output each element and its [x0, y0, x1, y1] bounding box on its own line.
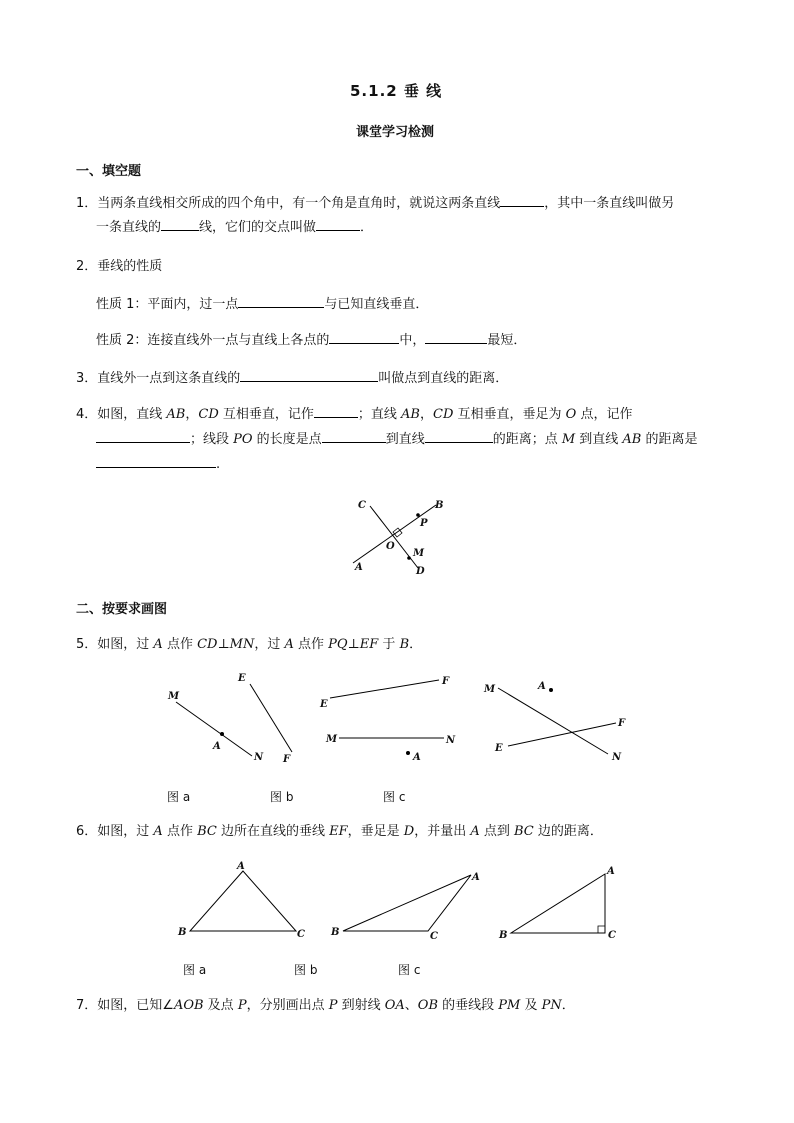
label-o: O	[386, 541, 395, 552]
q4-text-f: 互相垂直，垂足为	[453, 407, 566, 422]
point-a	[220, 732, 224, 736]
triangle-abc	[190, 871, 296, 931]
line-ef	[250, 684, 292, 752]
label-d: D	[416, 566, 425, 577]
label-m: M	[413, 548, 425, 559]
q7-text-a: 如图，已知∠	[97, 998, 174, 1013]
q1-text-1: 当两条直线相交所成的四个角中，有一个角是直角时，就说这两条直线	[97, 196, 501, 211]
label-e: E	[238, 673, 246, 684]
q7-p-2: P	[328, 998, 338, 1013]
triangle-abc	[511, 874, 605, 933]
q7-ob: OB	[417, 998, 438, 1013]
point-m	[407, 556, 411, 560]
label-a: A	[213, 741, 221, 752]
q2-prop2-text-2: 中，	[399, 333, 426, 348]
q5-b: B	[399, 637, 410, 652]
q4-po: PO	[233, 432, 253, 447]
q1-text-5: ．	[360, 220, 374, 235]
line-mn	[498, 688, 608, 754]
label-m: M	[168, 691, 180, 702]
q7-aob: AOB	[173, 998, 204, 1013]
q4-text-e: ，	[420, 407, 434, 422]
q7-text-g: 及	[520, 998, 542, 1013]
line-cd	[370, 506, 418, 568]
q6-caption-c: 图 c	[398, 963, 421, 977]
q7-text-f: 的垂线段	[438, 998, 499, 1013]
q6-caption-a: 图 a	[183, 963, 207, 977]
q7-oa: OA	[384, 998, 405, 1013]
q3-number: 3．	[76, 371, 98, 386]
q5-caption-a: 图 a	[167, 790, 191, 804]
question-4-line-1	[76, 405, 632, 424]
question-2-property-1	[96, 295, 428, 314]
q6-ef: EF	[329, 824, 348, 839]
q5-text-c: ，过	[254, 637, 285, 652]
label-b: B	[331, 927, 340, 938]
q1-blank-2[interactable]	[161, 218, 199, 231]
q4-text-k: 的距离；点	[492, 432, 562, 447]
q4-text-l: 到直线	[575, 432, 623, 447]
point-a	[549, 688, 553, 692]
q4-text-i: 的长度是点	[252, 432, 322, 447]
label-b: B	[178, 927, 187, 938]
label-a: A	[413, 752, 421, 763]
q2-blank-1[interactable]	[238, 295, 324, 308]
q7-pn: PN	[541, 998, 562, 1013]
q3-text-2: 叫做点到直线的距离．	[378, 371, 509, 386]
q5-figure-c	[478, 668, 638, 768]
q1-blank-1[interactable]	[500, 194, 544, 207]
q6-a-2: A	[470, 824, 480, 839]
q7-pm: PM	[498, 998, 521, 1013]
q2-blank-3[interactable]	[425, 331, 487, 344]
q5-caption-c: 图 c	[383, 790, 406, 804]
q3-blank-1[interactable]	[240, 369, 378, 382]
section-fill-blank: 一、填空题	[76, 164, 142, 179]
label-c: C	[297, 929, 305, 940]
q2-prop2-text-1: 性质 2：连接直线外一点与直线上各点的	[96, 333, 330, 348]
q6-d: D	[403, 824, 415, 839]
question-1-line-1	[76, 194, 674, 213]
q5-a-1: A	[153, 637, 163, 652]
q4-ab-1: AB	[166, 407, 186, 422]
q5-text-a: 如图，过	[97, 637, 154, 652]
question-3	[76, 369, 508, 388]
q7-text-e: 、	[404, 998, 418, 1013]
right-angle-mark	[598, 926, 605, 933]
question-2-property-2	[96, 331, 526, 350]
q6-bc-2: BC	[513, 824, 534, 839]
line-ef	[330, 680, 439, 698]
q6-text-c: 边所在直线的垂线	[216, 824, 330, 839]
q4-text-h: ；线段	[190, 432, 234, 447]
question-4-line-2	[96, 430, 698, 449]
question-2-title	[76, 258, 162, 276]
label-f: F	[618, 718, 626, 729]
label-e: E	[495, 743, 503, 754]
q6-text-g: 边的距离．	[533, 824, 603, 839]
label-c: C	[430, 931, 438, 942]
label-a: A	[607, 866, 615, 877]
q2-number: 2．	[76, 259, 98, 274]
label-n: N	[446, 735, 456, 746]
label-m: M	[326, 734, 338, 745]
q4-text-n: 的距离是	[641, 432, 698, 447]
q4-blank-4[interactable]	[425, 430, 493, 443]
q1-text-4: 线，它们的交点叫做	[199, 220, 317, 235]
q6-figure-b	[325, 858, 490, 948]
point-p	[416, 513, 420, 517]
label-m: M	[484, 684, 496, 695]
q3-text-1: 直线外一点到这条直线的	[97, 371, 241, 386]
label-a: A	[355, 562, 363, 573]
triangle-abc	[343, 875, 471, 931]
q1-text-3: 一条直线的	[96, 220, 162, 235]
q4-ab-3: AB	[622, 432, 642, 447]
q6-text-e: ，并量出	[414, 824, 471, 839]
q4-blank-3[interactable]	[322, 430, 386, 443]
label-a: A	[538, 681, 546, 692]
label-n: N	[254, 752, 264, 763]
q6-text-b: 点作	[162, 824, 198, 839]
q5-a-2: A	[284, 637, 294, 652]
q2-heading: 垂线的性质	[97, 259, 163, 274]
q6-figure-c	[495, 858, 635, 948]
q6-text-a: 如图，过	[97, 824, 154, 839]
q6-bc-1: BC	[197, 824, 217, 839]
q4-text-d: ；直线	[357, 407, 402, 422]
q5-text-f: ．	[409, 637, 423, 652]
q4-number: 4．	[76, 407, 98, 422]
q4-text-end: .	[216, 457, 221, 472]
q5-number: 5．	[76, 637, 98, 652]
q2-prop1-text-2: 与已知直线垂直．	[324, 297, 429, 312]
q7-text-b: 及点	[203, 998, 238, 1013]
label-p: P	[420, 518, 428, 529]
label-f: F	[283, 754, 291, 765]
q2-prop1-text-1: 性质 1：平面内，过一点	[96, 297, 239, 312]
q4-m: M	[561, 432, 576, 447]
q7-text-d: 到射线	[337, 998, 385, 1013]
q4-blank-2[interactable]	[96, 430, 190, 443]
q4-text-c: 互相垂直，记作	[218, 407, 314, 422]
question-6	[76, 823, 603, 841]
q6-caption-b: 图 b	[294, 963, 318, 977]
point-a	[406, 751, 410, 755]
q4-text-b: ，	[185, 407, 199, 422]
q6-figure-a	[170, 858, 320, 948]
q7-text-h: ．	[561, 998, 575, 1013]
q6-text-d: ，垂足是	[347, 824, 404, 839]
section-drawing: 二、按要求画图	[76, 602, 168, 617]
q4-blank-5[interactable]	[96, 455, 216, 468]
q7-p-1: P	[237, 998, 247, 1013]
q5-text-e: 于	[378, 637, 400, 652]
q6-number: 6．	[76, 824, 98, 839]
q6-a-1: A	[153, 824, 163, 839]
q2-blank-2[interactable]	[329, 331, 399, 344]
label-b: B	[499, 930, 508, 941]
q4-cd-1: CD	[198, 407, 219, 422]
question-5	[76, 636, 422, 654]
page-subtitle: 课堂学习检测	[356, 125, 435, 140]
q1-text-2: ，其中一条直线叫做另	[544, 196, 675, 211]
q7-text-c: ，分别画出点	[246, 998, 329, 1013]
q4-text-j: 到直线	[385, 432, 425, 447]
q5-figure-b	[315, 668, 465, 768]
q5-pq-perp-ef: PQ⊥EF	[328, 637, 379, 652]
q5-caption-b: 图 b	[270, 790, 294, 804]
q4-text-g: 点，记作	[576, 407, 633, 422]
q1-blank-3[interactable]	[316, 218, 360, 231]
label-a: A	[472, 872, 480, 883]
page-title: 5.1.2 垂 线	[350, 82, 443, 100]
label-f: F	[442, 676, 450, 687]
label-n: N	[612, 752, 622, 763]
q5-cd-perp-mn: CD⊥MN	[197, 637, 255, 652]
q4-figure-perpendicular-lines	[340, 490, 460, 580]
label-c: C	[358, 500, 366, 511]
q5-text-b: 点作	[162, 637, 198, 652]
q4-o: O	[565, 407, 577, 422]
question-4-line-3	[96, 455, 220, 474]
label-a: A	[237, 861, 245, 872]
q6-text-f: 点到	[479, 824, 514, 839]
q5-text-d: 点作	[293, 637, 329, 652]
label-b: B	[435, 500, 444, 511]
q4-ab-2: AB	[401, 407, 420, 422]
label-e: E	[320, 699, 328, 710]
q4-text-a: 如图，直线	[97, 407, 167, 422]
q2-prop2-text-3: 最短．	[487, 333, 527, 348]
q7-number: 7．	[76, 998, 98, 1013]
question-7	[76, 997, 575, 1015]
question-1-line-2	[96, 218, 373, 237]
label-c: C	[608, 930, 616, 941]
q5-figure-a	[160, 668, 310, 768]
q1-number: 1．	[76, 196, 98, 211]
q4-cd-2: CD	[433, 407, 454, 422]
q4-blank-1[interactable]	[314, 405, 358, 418]
